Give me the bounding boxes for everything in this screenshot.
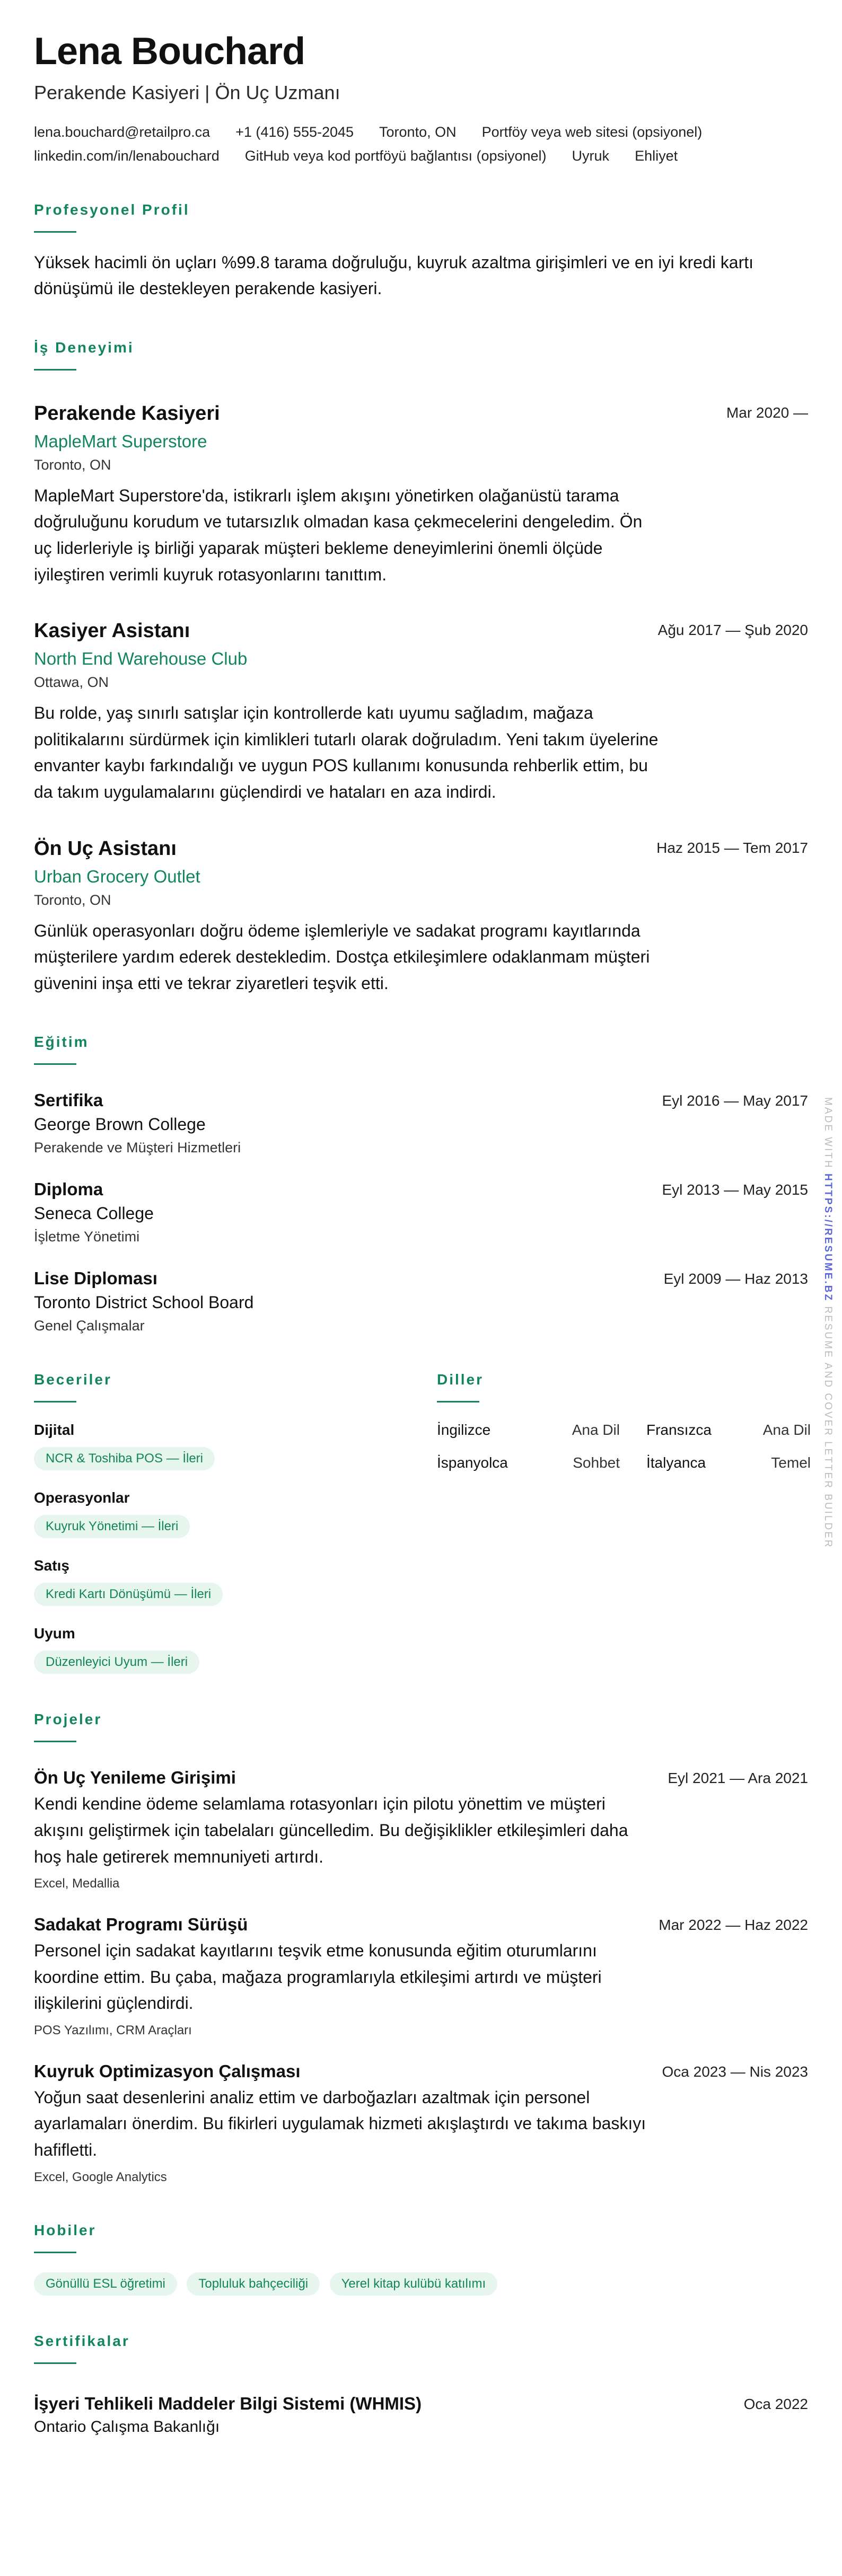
languages-list [437, 1422, 811, 1471]
skill-category: Operasyonlar [34, 1489, 130, 1506]
skill-chip: Kredi Kartı Dönüşümü — İleri [34, 1583, 223, 1606]
language-level: Ana Dil [572, 1422, 620, 1439]
experience-item [34, 402, 808, 588]
project-item [34, 1768, 808, 1891]
project-title: Kuyruk Optimizasyon Çalışması [34, 2061, 301, 2081]
project-title: Ön Uç Yenileme Girişimi [34, 1768, 236, 1788]
contact-phone[interactable]: +1 (416) 555-2045 [235, 123, 354, 140]
experience-date: Mar 2020 — [726, 404, 808, 421]
education-school: Toronto District School Board [34, 1293, 254, 1312]
project-tools: Excel, Medallia [34, 1876, 120, 1891]
hobby-chip: Topluluk bahçeciliği [187, 2272, 320, 2296]
section-divider [437, 1401, 479, 1402]
project-date: Oca 2023 — Nis 2023 [662, 2063, 808, 2080]
contact-website[interactable]: Portföy veya web sitesi (opsiyonel) [481, 123, 703, 140]
contact-github[interactable]: GitHub veya kod portföyü bağlantısı (opsiyonel) [244, 147, 547, 164]
languages-section [437, 1371, 811, 1674]
project-description: Yoğun saat desenlerini analiz ettim ve darboğazları azaltmak için personel ayarlamaları önerdim. Bu fikirleri uygulamak hizmeti akışlaştırdı ve takıma baskıyı hafifletti. [34, 2087, 646, 2160]
skill-chip: Düzenleyici Uyum — İleri [34, 1651, 199, 1674]
education-degree: Sertifika [34, 1090, 103, 1110]
contact-email[interactable]: lena.bouchard@retailpro.ca [34, 123, 210, 140]
job-description: Günlük operasyonları doğru ödeme işlemleriyle ve sadakat programı kayıtlarında müşterilere yardım ederek destekledim. Dostça etkileşimlere odaklanmam müşteri güvenini inşa etti ve tekrar ziyaretleri teşvik etti. [34, 921, 650, 993]
section-divider [34, 2362, 76, 2364]
job-location: Toronto, ON [34, 456, 111, 473]
experience-section [34, 339, 808, 997]
project-description: Kendi kendine ödeme selamlama rotasyonları için pilotu yönettim ve müşteri akışını geliştirmek için tabelaları güncelledim. Bu değişiklikler etkileşimleri daha hoş hale getirerek memnuniyeti artırdı. [34, 1794, 628, 1866]
experience-item [34, 620, 808, 805]
project-item [34, 2061, 808, 2185]
certification-date: Oca 2022 [743, 2395, 808, 2412]
skill-chip: NCR & Toshiba POS — İleri [34, 1447, 215, 1470]
education-item [34, 1268, 808, 1334]
job-title: Perakende Kasiyeri [34, 402, 220, 425]
education-field: Genel Çalışmalar [34, 1318, 145, 1334]
resume-content [34, 30, 811, 2436]
education-date: Eyl 2009 — Haz 2013 [663, 1271, 808, 1287]
language-name: İtalyanca [646, 1454, 706, 1471]
job-title: Kasiyer Asistanı [34, 620, 190, 642]
section-title: Sertifikalar [34, 2332, 130, 2349]
project-description: Personel için sadakat kayıtlarını teşvik etme konusunda eğitim oturumlarını koordine ettim. Bu çaba, mağaza programlarıyla etkileşimi artırdı ve müşteri ilişkilerini güçlendirdi. [34, 1941, 602, 2013]
candidate-role: Perakende Kasiyeri | Ön Uç Uzmanı [34, 81, 340, 103]
education-field: İşletme Yönetimi [34, 1229, 140, 1245]
project-title: Sadakat Programı Sürüşü [34, 1915, 248, 1935]
section-title: Eğitim [34, 1034, 89, 1051]
section-divider [34, 1741, 76, 1742]
watermark-suffix: RESUME AND COVER LETTER BUILDER [822, 1306, 834, 1549]
experience-date: Ağu 2017 — Şub 2020 [657, 622, 808, 639]
company-name: Urban Grocery Outlet [34, 866, 200, 886]
education-school: George Brown College [34, 1115, 206, 1134]
language-name: İspanyolca [437, 1454, 508, 1471]
project-item [34, 1915, 808, 2038]
education-school: Seneca College [34, 1204, 154, 1223]
contact-license: Ehliyet [635, 147, 678, 164]
section-divider [34, 2252, 76, 2253]
education-date: Eyl 2013 — May 2015 [662, 1181, 808, 1198]
section-title: Diller [437, 1371, 484, 1388]
section-divider [34, 231, 76, 233]
certification-title: İşyeri Tehlikeli Maddeler Bilgi Sistemi (WHMIS) [34, 2393, 422, 2413]
skill-category: Uyum [34, 1625, 75, 1642]
projects-section [34, 1711, 808, 2184]
section-title: Beceriler [34, 1371, 112, 1388]
company-name: North End Warehouse Club [34, 649, 248, 669]
certification-item [34, 2394, 808, 2436]
language-level: Temel [771, 1454, 811, 1471]
skill-chip: Kuyruk Yönetimi — İleri [34, 1515, 190, 1538]
contact-info [34, 124, 808, 164]
section-title: İş Deneyimi [34, 339, 134, 356]
section-divider [34, 1401, 76, 1402]
job-location: Ottawa, ON [34, 674, 109, 691]
profile-summary: Yüksek hacimli ön uçları %99.8 tarama doğruluğu, kuyruk azaltma girişimleri ve en iyi kredi kartı dönüşümü ile destekleyen perakende kasiyeri. [34, 252, 753, 298]
skill-group [34, 1557, 437, 1606]
hobby-chip: Yerel kitap kulübü katılımı [330, 2272, 498, 2296]
education-date: Eyl 2016 — May 2017 [662, 1092, 808, 1109]
section-title: Hobiler [34, 2221, 97, 2238]
section-title: Profesyonel Profil [34, 201, 190, 218]
section-divider [34, 369, 76, 370]
language-name: Fransızca [646, 1422, 712, 1439]
education-section [34, 1034, 808, 1334]
job-description: Bu rolde, yaş sınırlı satışlar için kontrollerde katı uyumu sağladım, mağaza politikalarını sürdürmek için kimlikleri tutarlı olarak doğruladım. Yeni takım üyelerine envanter kaybı farkındalığı ve uygun POS kullanımı konusunda rehberlik ettim, bu da takım uygulamalarını güçlendirdi ve hataları en aza indirdi. [34, 703, 659, 801]
contact-linkedin[interactable]: linkedin.com/in/lenabouchard [34, 147, 220, 164]
section-title: Projeler [34, 1711, 102, 1728]
hobbies-section [34, 2222, 808, 2296]
skill-group [34, 1625, 437, 1674]
education-degree: Diploma [34, 1179, 103, 1199]
language-level: Ana Dil [762, 1422, 811, 1439]
skills-section [34, 1371, 437, 1674]
contact-nationality: Uyruk [572, 147, 610, 164]
profile-section [34, 201, 808, 302]
job-title: Ön Uç Asistanı [34, 837, 177, 860]
watermark-link[interactable]: HTTPS://RESUME.BZ [822, 1174, 834, 1302]
skills-languages-row [34, 1371, 811, 1674]
company-name: MapleMart Superstore [34, 431, 207, 451]
skill-group [34, 1489, 437, 1538]
project-tools: POS Yazılımı, CRM Araçları [34, 2023, 192, 2037]
education-item [34, 1179, 808, 1245]
candidate-name: Lena Bouchard [34, 30, 305, 73]
experience-date: Haz 2015 — Tem 2017 [656, 839, 808, 856]
skill-group [34, 1422, 437, 1470]
project-date: Eyl 2021 — Ara 2021 [668, 1770, 808, 1787]
job-location: Toronto, ON [34, 892, 111, 908]
language-name: İngilizce [437, 1422, 491, 1439]
education-field: Perakende ve Müşteri Hizmetleri [34, 1140, 241, 1156]
education-item [34, 1090, 808, 1156]
project-date: Mar 2022 — Haz 2022 [659, 1917, 808, 1934]
project-tools: Excel, Google Analytics [34, 2169, 167, 2184]
skill-category: Satış [34, 1557, 69, 1574]
experience-item [34, 837, 808, 997]
job-description: MapleMart Superstore'da, istikrarlı işlem akışını yönetirken olağanüstü tarama doğruluğunu korudum ve tutarsızlık olmadan kasa çekmecelerini dengeledim. Ön uç liderleriyle iş birliği yaparak müşteri bekleme deneyimlerini önemli ölçüde iyileştiren verimli kuyruk rotasyonlarını tanıttım. [34, 486, 643, 584]
education-degree: Lise Diploması [34, 1268, 157, 1289]
contact-location: Toronto, ON [379, 123, 457, 140]
skill-category: Dijital [34, 1422, 75, 1439]
language-level: Sohbet [573, 1454, 620, 1471]
hobby-chip: Gönüllü ESL öğretimi [34, 2272, 177, 2296]
certification-issuer: Ontario Çalışma Bakanlığı [34, 2418, 220, 2436]
section-divider [34, 1063, 76, 1065]
watermark-prefix: MADE WITH [822, 1097, 834, 1169]
builder-watermark [822, 1097, 834, 1549]
certifications-section [34, 2333, 808, 2436]
hobby-chips [34, 2264, 808, 2296]
